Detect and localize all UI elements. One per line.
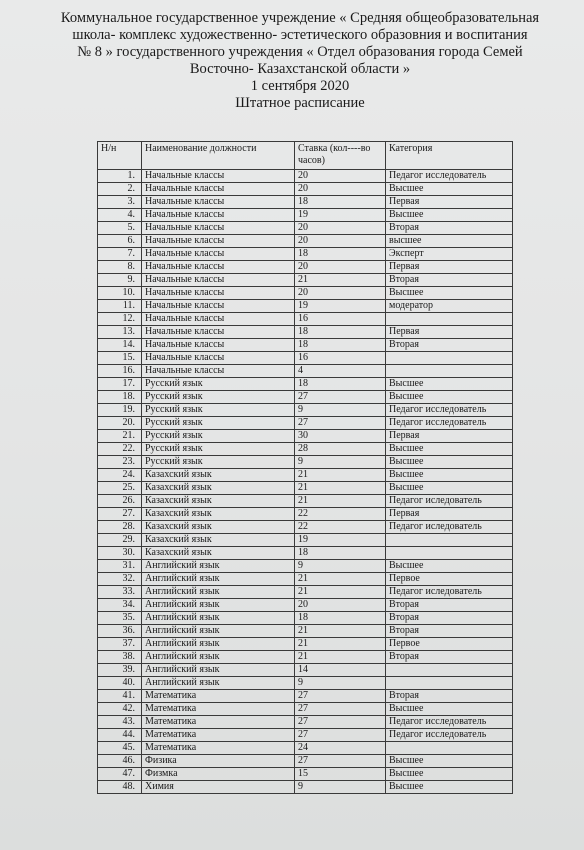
row-number: 28. [98, 521, 142, 534]
row-number: 9. [98, 274, 142, 287]
position-name: Казахский язык [142, 547, 295, 560]
rate-hours: 9 [295, 404, 386, 417]
row-number: 19. [98, 404, 142, 417]
table-row [98, 703, 513, 716]
table-row [98, 443, 513, 456]
position-name: Русский язык [142, 404, 295, 417]
row-number: 6. [98, 235, 142, 248]
category: Вторая [386, 651, 513, 664]
rate-hours: 16 [295, 352, 386, 365]
rate-hours: 20 [295, 261, 386, 274]
table-row [98, 261, 513, 274]
row-number: 2. [98, 183, 142, 196]
table-row [98, 755, 513, 768]
position-name: Английский язык [142, 586, 295, 599]
category: Высшее [386, 456, 513, 469]
row-number: 31. [98, 560, 142, 573]
table-row [98, 677, 513, 690]
document-date: 1 сентября 2020 [250, 78, 350, 94]
table-row [98, 196, 513, 209]
row-number: 17. [98, 378, 142, 391]
rate-hours: 14 [295, 664, 386, 677]
header-line-2: школа- комплекс художественно- эстетического образовния и воспитания [72, 27, 528, 43]
row-number: 32. [98, 573, 142, 586]
column-header-rate: Ставка (кол----во часов) [295, 142, 386, 170]
position-name: Химия [142, 781, 295, 794]
header-line-4: Восточно- Казахстанской области » [189, 61, 411, 77]
column-header-number: Н/н [98, 142, 142, 170]
rate-hours: 27 [295, 729, 386, 742]
table-row [98, 664, 513, 677]
row-number: 18. [98, 391, 142, 404]
table-row [98, 482, 513, 495]
rate-hours: 21 [295, 469, 386, 482]
rate-hours: 15 [295, 768, 386, 781]
rate-hours: 9 [295, 677, 386, 690]
category [386, 547, 513, 560]
position-name: Физика [142, 755, 295, 768]
table-row [98, 781, 513, 794]
table-row [98, 313, 513, 326]
document-header [40, 10, 560, 112]
table-row [98, 209, 513, 222]
table-row [98, 404, 513, 417]
table-row [98, 352, 513, 365]
rate-hours: 28 [295, 443, 386, 456]
category [386, 742, 513, 755]
row-number: 47. [98, 768, 142, 781]
row-number: 36. [98, 625, 142, 638]
position-name: Английский язык [142, 651, 295, 664]
rate-hours: 27 [295, 703, 386, 716]
position-name: Математика [142, 729, 295, 742]
table-row [98, 534, 513, 547]
category: Высшее [386, 560, 513, 573]
table-row [98, 339, 513, 352]
row-number: 8. [98, 261, 142, 274]
row-number: 43. [98, 716, 142, 729]
table-row [98, 365, 513, 378]
row-number: 26. [98, 495, 142, 508]
row-number: 5. [98, 222, 142, 235]
category: Вторая [386, 625, 513, 638]
position-name: Английский язык [142, 612, 295, 625]
table-row [98, 521, 513, 534]
row-number: 44. [98, 729, 142, 742]
rate-hours: 21 [295, 274, 386, 287]
position-name: Английский язык [142, 677, 295, 690]
rate-hours: 18 [295, 378, 386, 391]
category: Высшее [386, 482, 513, 495]
position-name: Начальные классы [142, 352, 295, 365]
rate-hours: 16 [295, 313, 386, 326]
position-name: Начальные классы [142, 209, 295, 222]
position-name: Английский язык [142, 638, 295, 651]
row-number: 23. [98, 456, 142, 469]
table-row [98, 287, 513, 300]
table-row [98, 300, 513, 313]
position-name: Начальные классы [142, 300, 295, 313]
category: Высшее [386, 378, 513, 391]
position-name: Начальные классы [142, 326, 295, 339]
row-number: 40. [98, 677, 142, 690]
category: Вторая [386, 612, 513, 625]
table-row [98, 573, 513, 586]
table-header-row [98, 142, 513, 170]
table-row [98, 391, 513, 404]
rate-hours: 19 [295, 300, 386, 313]
position-name: Русский язык [142, 391, 295, 404]
category: Высшее [386, 755, 513, 768]
table-row [98, 742, 513, 755]
category: Высшее [386, 781, 513, 794]
position-name: Казахский язык [142, 482, 295, 495]
table-row [98, 729, 513, 742]
category: Высшее [386, 183, 513, 196]
rate-hours: 27 [295, 755, 386, 768]
table-row [98, 235, 513, 248]
row-number: 10. [98, 287, 142, 300]
rate-hours: 9 [295, 456, 386, 469]
table-row [98, 508, 513, 521]
category: Эксперт [386, 248, 513, 261]
category: Высшее [386, 768, 513, 781]
row-number: 22. [98, 443, 142, 456]
position-name: Английский язык [142, 664, 295, 677]
table-row [98, 183, 513, 196]
category: Педагог исследователь [386, 404, 513, 417]
rate-hours: 20 [295, 170, 386, 183]
column-header-category: Категория [386, 142, 513, 170]
category: Вторая [386, 222, 513, 235]
rate-hours: 27 [295, 391, 386, 404]
position-name: Физмка [142, 768, 295, 781]
position-name: Казахский язык [142, 508, 295, 521]
table-row [98, 690, 513, 703]
category [386, 365, 513, 378]
rate-hours: 18 [295, 326, 386, 339]
table-row [98, 326, 513, 339]
position-name: Русский язык [142, 417, 295, 430]
rate-hours: 20 [295, 599, 386, 612]
table-row [98, 586, 513, 599]
table-row [98, 170, 513, 183]
table-row [98, 469, 513, 482]
position-name: Русский язык [142, 456, 295, 469]
category: Первая [386, 508, 513, 521]
category [386, 677, 513, 690]
category: Вторая [386, 339, 513, 352]
category: Педагог исследователь [386, 170, 513, 183]
rate-hours: 4 [295, 365, 386, 378]
position-name: Казахский язык [142, 469, 295, 482]
position-name: Начальные классы [142, 196, 295, 209]
rate-hours: 27 [295, 716, 386, 729]
staff-table [97, 141, 513, 794]
category: Педагог иследователь [386, 495, 513, 508]
row-number: 15. [98, 352, 142, 365]
table-row [98, 456, 513, 469]
category: Высшее [386, 287, 513, 300]
rate-hours: 19 [295, 209, 386, 222]
category [386, 534, 513, 547]
table-row [98, 547, 513, 560]
category: Педагог иследователь [386, 521, 513, 534]
position-name: Начальные классы [142, 183, 295, 196]
position-name: Казахский язык [142, 534, 295, 547]
position-name: Математика [142, 690, 295, 703]
rate-hours: 22 [295, 521, 386, 534]
position-name: Начальные классы [142, 287, 295, 300]
category: Первое [386, 573, 513, 586]
position-name: Английский язык [142, 560, 295, 573]
category: Высшее [386, 209, 513, 222]
row-number: 37. [98, 638, 142, 651]
rate-hours: 18 [295, 339, 386, 352]
header-line-3: № 8 » государственного учреждения « Отдел образования города Семей [77, 44, 523, 60]
row-number: 20. [98, 417, 142, 430]
category: Педагог исследователь [386, 417, 513, 430]
rate-hours: 21 [295, 495, 386, 508]
rate-hours: 18 [295, 196, 386, 209]
position-name: Начальные классы [142, 248, 295, 261]
category: Высшее [386, 391, 513, 404]
row-number: 16. [98, 365, 142, 378]
row-number: 13. [98, 326, 142, 339]
position-name: Начальные классы [142, 339, 295, 352]
category: Первая [386, 430, 513, 443]
table-row [98, 651, 513, 664]
rate-hours: 18 [295, 248, 386, 261]
rate-hours: 21 [295, 651, 386, 664]
rate-hours: 9 [295, 781, 386, 794]
category: Вторая [386, 599, 513, 612]
document-title: Штатное расписание [235, 95, 365, 111]
row-number: 14. [98, 339, 142, 352]
row-number: 35. [98, 612, 142, 625]
rate-hours: 21 [295, 638, 386, 651]
position-name: Начальные классы [142, 222, 295, 235]
table-row [98, 378, 513, 391]
category: высшее [386, 235, 513, 248]
position-name: Русский язык [142, 430, 295, 443]
table-row [98, 560, 513, 573]
row-number: 33. [98, 586, 142, 599]
rate-hours: 20 [295, 183, 386, 196]
row-number: 11. [98, 300, 142, 313]
row-number: 48. [98, 781, 142, 794]
rate-hours: 24 [295, 742, 386, 755]
row-number: 7. [98, 248, 142, 261]
position-name: Начальные классы [142, 235, 295, 248]
rate-hours: 27 [295, 417, 386, 430]
rate-hours: 20 [295, 222, 386, 235]
table-row [98, 638, 513, 651]
category: Первое [386, 638, 513, 651]
position-name: Начальные классы [142, 274, 295, 287]
table-row [98, 417, 513, 430]
position-name: Математика [142, 703, 295, 716]
category: Вторая [386, 690, 513, 703]
table-body [98, 170, 513, 794]
table-row [98, 599, 513, 612]
rate-hours: 20 [295, 287, 386, 300]
category [386, 352, 513, 365]
category: Педагог исследователь [386, 729, 513, 742]
column-header-position: Наименование должности [142, 142, 295, 170]
row-number: 24. [98, 469, 142, 482]
position-name: Начальные классы [142, 313, 295, 326]
table-row [98, 716, 513, 729]
category: Высшее [386, 443, 513, 456]
position-name: Математика [142, 716, 295, 729]
row-number: 46. [98, 755, 142, 768]
rate-hours: 18 [295, 612, 386, 625]
rate-hours: 22 [295, 508, 386, 521]
category: Педагог исследователь [386, 716, 513, 729]
rate-hours: 21 [295, 625, 386, 638]
rate-hours: 27 [295, 690, 386, 703]
rate-hours: 18 [295, 547, 386, 560]
position-name: Начальные классы [142, 170, 295, 183]
header-line-1: Коммунальное государственное учреждение « Средняя общеобразовательная [60, 10, 540, 26]
position-name: Английский язык [142, 599, 295, 612]
rate-hours: 21 [295, 586, 386, 599]
category: Высшее [386, 469, 513, 482]
position-name: Казахский язык [142, 495, 295, 508]
row-number: 39. [98, 664, 142, 677]
row-number: 45. [98, 742, 142, 755]
table-row [98, 495, 513, 508]
table-row [98, 430, 513, 443]
rate-hours: 30 [295, 430, 386, 443]
category [386, 664, 513, 677]
row-number: 34. [98, 599, 142, 612]
category [386, 313, 513, 326]
rate-hours: 21 [295, 573, 386, 586]
position-name: Казахский язык [142, 521, 295, 534]
table-row [98, 222, 513, 235]
position-name: Начальные классы [142, 365, 295, 378]
category: Педагог иследователь [386, 586, 513, 599]
row-number: 25. [98, 482, 142, 495]
category: Вторая [386, 274, 513, 287]
row-number: 1. [98, 170, 142, 183]
rate-hours: 9 [295, 560, 386, 573]
position-name: Английский язык [142, 625, 295, 638]
rate-hours: 19 [295, 534, 386, 547]
position-name: Английский язык [142, 573, 295, 586]
table-row [98, 274, 513, 287]
row-number: 21. [98, 430, 142, 443]
row-number: 4. [98, 209, 142, 222]
category: Высшее [386, 703, 513, 716]
position-name: Математика [142, 742, 295, 755]
rate-hours: 21 [295, 482, 386, 495]
position-name: Русский язык [142, 378, 295, 391]
row-number: 27. [98, 508, 142, 521]
table-row [98, 768, 513, 781]
row-number: 41. [98, 690, 142, 703]
table-row [98, 625, 513, 638]
position-name: Начальные классы [142, 261, 295, 274]
category: Первая [386, 261, 513, 274]
position-name: Русский язык [142, 443, 295, 456]
row-number: 38. [98, 651, 142, 664]
row-number: 3. [98, 196, 142, 209]
row-number: 42. [98, 703, 142, 716]
table-row [98, 612, 513, 625]
row-number: 29. [98, 534, 142, 547]
category: Первая [386, 326, 513, 339]
rate-hours: 20 [295, 235, 386, 248]
table-row [98, 248, 513, 261]
category: модератор [386, 300, 513, 313]
category: Первая [386, 196, 513, 209]
row-number: 12. [98, 313, 142, 326]
row-number: 30. [98, 547, 142, 560]
